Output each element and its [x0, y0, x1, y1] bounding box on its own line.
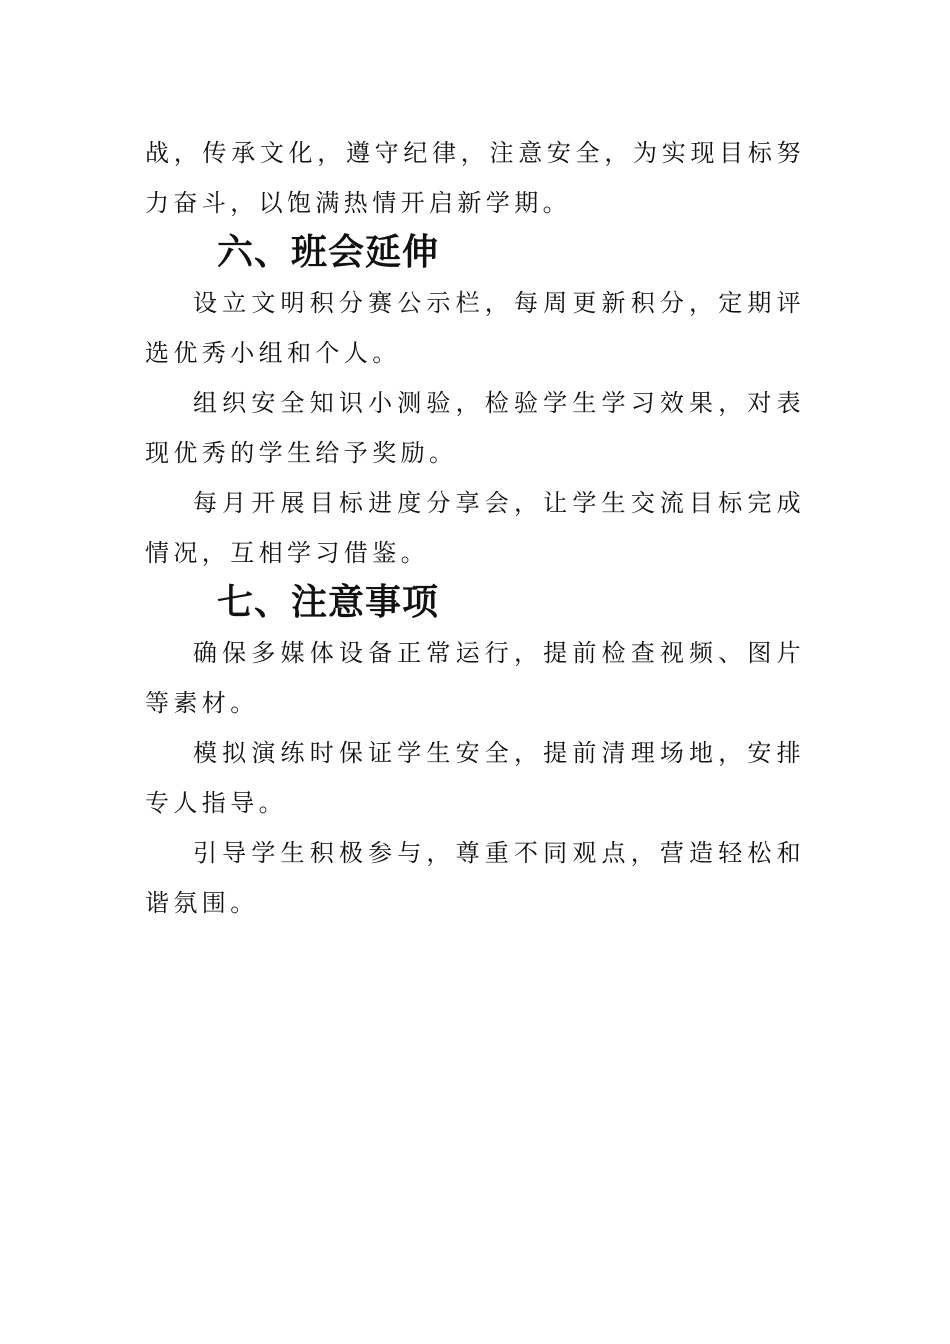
paragraph: 组织安全知识小测验，检验学生学习效果，对表现优秀的学生给予奖励。: [145, 389, 805, 467]
document-body: [145, 128, 805, 928]
paragraph: 设立文明积分赛公示栏，每周更新积分，定期评选优秀小组和个人。: [145, 289, 805, 367]
section-heading-extension: 六、班会延伸: [217, 232, 440, 273]
continued-paragraph: 战，传承文化，遵守纪律，注意安全，为实现目标努力奋斗，以饱满热情开启新学期。: [145, 139, 805, 217]
paragraph: 引导学生积极参与，尊重不同观点，营造轻松和谐氛围。: [145, 839, 805, 917]
paragraph: 确保多媒体设备正常运行，提前检查视频、图片等素材。: [145, 639, 805, 717]
paragraph: 每月开展目标进度分享会，让学生交流目标完成情况，互相学习借鉴。: [145, 489, 805, 567]
paragraph: 模拟演练时保证学生安全，提前清理场地，安排专人指导。: [145, 739, 805, 817]
section-heading-notes: 七、注意事项: [217, 582, 440, 623]
